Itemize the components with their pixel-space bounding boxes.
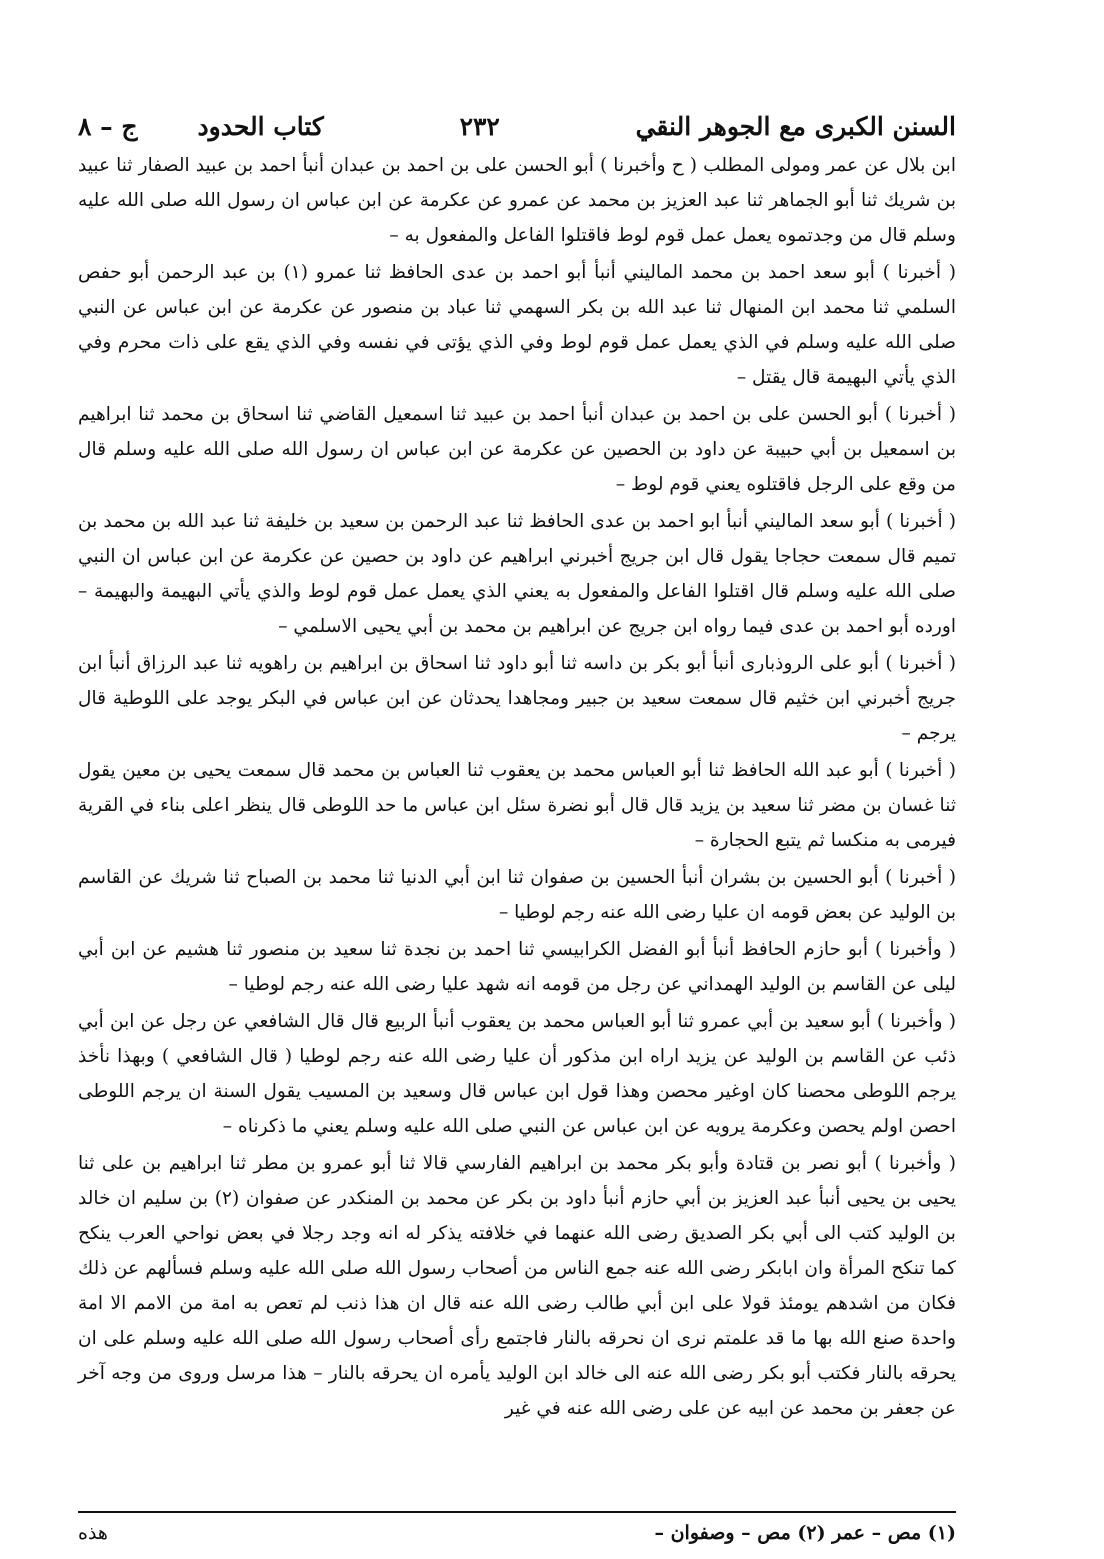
paragraph: ( أخبرنا ) أبو سعد احمد بن محمد الماليني أنبأ أبو احمد بن عدى الحافظ ثنا عمرو (١) بن عبد الرحمن أبو حفص السلمي ثنا محمد ابن المنهال ثنا عبد الله بن بكر السهمي ثنا عباد بن منصور عن عكرمة عن ابن عباس عن النبي صلى الله عليه وسلم في الذي يعمل عمل قوم لوط وفي الذي يؤتى في نفسه وفي الذي يقع على ذات محرم وفي الذي يأتي البهيمة قال يقتل – [78,262,957,388]
section-title: كتاب الحدود [197,112,324,141]
paragraph: ( أخبرنا ) أبو سعد الماليني أنبأ ابو احمد بن عدى الحافظ ثنا عبد الرحمن بن سعيد بن خليفة ثنا عبد الله بن محمد بن تميم قال سمعت حجاجا يقول قال ابن جريج أخبرني ابراهيم عن داود بن حصين عن عكرمة عن ابن عباس ان النبي صلى الله عليه وسلم قال اقتلوا الفاعل والمفعول به يعني الذي يعمل عمل قوم لوط والذي يأتي البهيمة والبهيمة – اورده أبو احمد بن عدى فيما رواه ابن جريج عن ابراهيم بن محمد بن أبي يحيى الاسلمي – [78,511,956,637]
paragraph: ( وأخبرنا ) أبو حازم الحافظ أنبأ أبو الفضل الكرابيسي ثنا احمد بن نجدة ثنا سعيد بن منصور ثنا هشيم عن ابن أبي ليلى عن القاسم بن الوليد الهمداني عن رجل من قومه انه شهد عليا رضى الله عنه رجم لوطيا – [78,939,956,995]
body-text [78,148,956,1426]
paragraph: ( وأخبرنا ) أبو نصر بن قتادة وأبو بكر محمد بن ابراهيم الفارسي قالا ثنا أبو عمرو بن مطر ثنا ابراهيم بن على ثنا يحيى بن يحيى أنبأ عبد العزيز بن أبي حازم أنبأ داود بن بكر عن محمد بن المنكدر عن صفوان (٢) بن سليم ان خالد بن الوليد كتب الى أبي بكر الصديق رضى الله عنهما في خلافته يذكر له انه وجد رجلا في بعض نواحي العرب ينكح كما تنكح المرأة وان ابابكر رضى الله عنه جمع الناس من أصحاب رسول الله صلى الله عليه وسلم فسألهم عن ذلك فكان من اشدهم يومئذ قولا على ابن أبي طالب رضى الله عنه قال ان هذا ذنب لم تعص به امة من الامم الا امة واحدة صنع الله بها ما قد علمتم نرى ان نحرقه بالنار فاجتمع رأى أصحاب رسول الله صلى الله عليه وسلم على ان يحرقه بالنار فكتب أبو بكر رضى الله عنه الى خالد ابن الوليد يأمره ان يحرقه بالنار – هذا مرسل وروى من وجه آخر عن جعفر بن محمد عن ابيه عن على رضى الله عنه في غير [78,1153,956,1419]
volume-number: ج – ٨ [78,112,138,141]
paragraph: ( أخبرنا ) أبو الحسن على بن احمد بن عبدان أنبأ احمد بن عبيد ثنا اسمعيل القاضي ثنا اسحاق بن محمد ثنا ابراهيم بن اسمعيل بن أبي حبيبة عن داود بن الحصين عن عكرمة عن ابن عباس ان رسول الله صلى الله عليه وسلم قال من وقع على الرجل فاقتلوه يعني قوم لوط – [78,404,956,495]
paragraph: ( أخبرنا ) أبو الحسين بن بشران أنبأ الحسين بن صفوان ثنا ابن أبي الدنيا ثنا محمد بن الصباح ثنا شريك عن القاسم بن الوليد عن بعض قومه ان عليا رضى الله عنه رجم لوطيا – [78,867,956,923]
book-title: السنن الكبرى مع الجوهر النقي [635,112,956,141]
page-number: ٢٣٢ [459,112,500,141]
page-footer [78,1520,956,1546]
page-header [78,98,956,146]
paragraph: ( وأخبرنا ) أبو سعيد بن أبي عمرو ثنا أبو العباس محمد بن يعقوب أنبأ الربيع قال قال الشافعي عن رجل عن ابن أبي ذئب عن القاسم بن الوليد عن يزيد اراه ابن مذكور أن عليا رضى الله عنه رجم لوطيا ( قال الشافعي ) وبهذا نأخذ يرجم اللوطى محصنا كان اوغير محصن وهذا قول ابن عباس قال وسعيد بن المسيب يقول السنة ان يرجم اللوطى احصن اولم يحصن وعكرمة يرويه عن ابن عباس عن النبي صلى الله عليه وسلم يعني ما ذكرناه – [78,1011,956,1137]
paragraph: ( أخبرنا ) أبو عبد الله الحافظ ثنا أبو العباس محمد بن يعقوب ثنا العباس بن محمد قال سمعت يحيى بن معين يقول ثنا غسان بن مضر ثنا سعيد بن يزيد قال قال أبو نضرة سئل ابن عباس ما حد اللوطى قال ينظر اعلى بناء في القرية فيرمى به منكسا ثم يتبع الحجارة – [78,760,957,851]
header-left-group [78,112,324,142]
paragraph: ( أخبرنا ) أبو على الروذبارى أنبأ أبو بكر بن داسه ثنا أبو داود ثنا اسحاق بن ابراهيم بن راهويه ثنا عبد الرزاق أنبأ ابن جريج أخبرني ابن خثيم قال سمعت سعيد بن جبير ومجاهدا يحدثان عن ابن عباس في البكر يوجد على اللوطية قال يرجم – [78,653,956,744]
footnotes: (١) مص – عمر (٢) مص – وصفوان – [654,1522,956,1544]
paragraph: ابن بلال عن عمر ومولى المطلب ( ح وأخبرنا ) أبو الحسن على بن احمد بن عبدان أنبأ احمد بن عبيد الصفار ثنا عبيد بن شريك ثنا أبو الجماهر ثنا عبد العزيز بن محمد عن عمرو عن عكرمة عن ابن عباس ان رسول الله صلى الله عليه وسلم قال من وجدتموه يعمل عمل قوم لوط فاقتلوا الفاعل والمفعول به – [78,155,956,246]
footnote-divider [78,1511,956,1513]
catchword: هذه [78,1522,108,1544]
